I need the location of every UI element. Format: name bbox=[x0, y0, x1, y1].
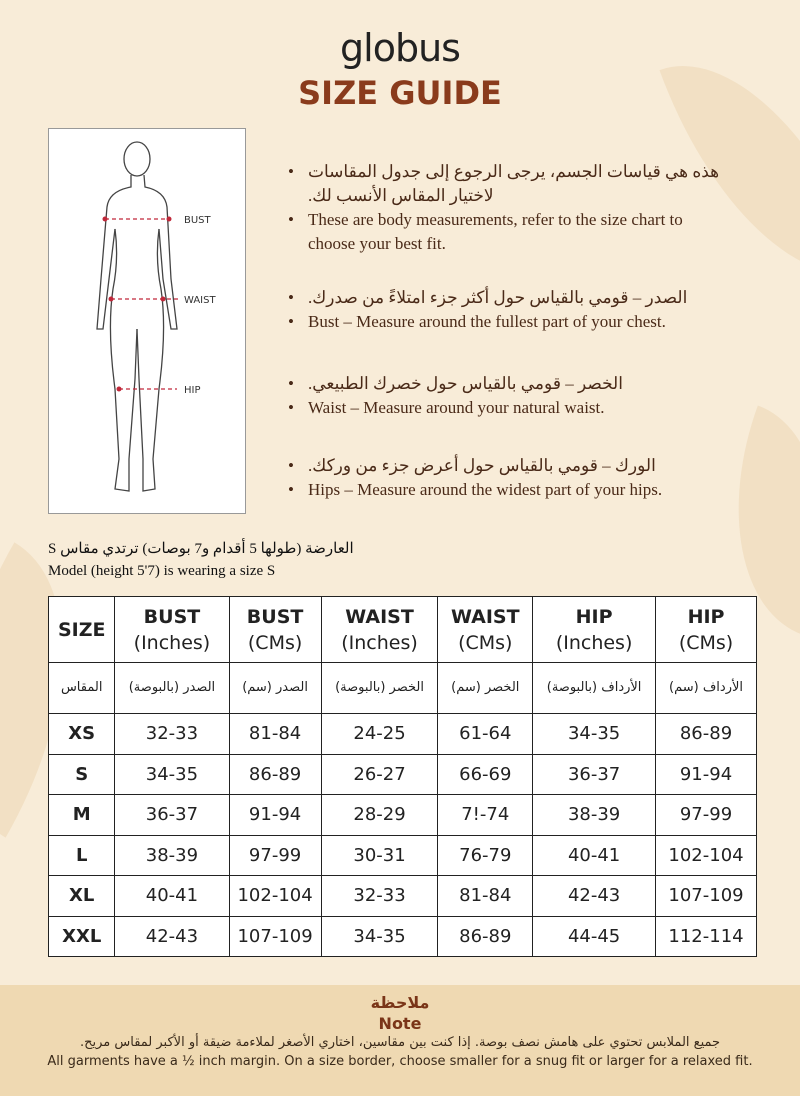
measurement-cell: 30-31 bbox=[321, 835, 438, 876]
column-header-title: BUST bbox=[246, 605, 304, 628]
measurement-cell: 42-43 bbox=[115, 916, 229, 957]
column-header-ar: الصدر (سم) bbox=[229, 663, 321, 714]
bullet-en: • Waist – Measure around your natural waist. bbox=[288, 396, 728, 420]
header-row bbox=[49, 597, 757, 663]
size-cell: XXL bbox=[49, 916, 115, 957]
bullet-ar: • هذه هي قياسات الجسم، يرجى الرجوع إلى جدول المقاسات لاختيار المقاس الأنسب لك. bbox=[288, 160, 728, 208]
model-info bbox=[48, 538, 354, 582]
measurement-cell: 34-35 bbox=[321, 916, 438, 957]
column-header-ar: المقاس bbox=[49, 663, 115, 714]
column-header-ar: الصدر (بالبوصة) bbox=[115, 663, 229, 714]
measurement-cell: 91-94 bbox=[229, 795, 321, 836]
measurement-cell: 61-64 bbox=[438, 714, 533, 755]
measurement-cell: 34-35 bbox=[533, 714, 656, 755]
size-table bbox=[48, 596, 757, 957]
column-header-ar: الخصر (سم) bbox=[438, 663, 533, 714]
measurement-cell: 42-43 bbox=[533, 876, 656, 917]
bullet-en: • These are body measurements, refer to the size chart to choose your best fit. bbox=[288, 208, 728, 256]
bullet-en: • Bust – Measure around the fullest part of your chest. bbox=[288, 310, 728, 334]
bullet-ar: • الصدر – قومي بالقياس حول أكثر جزء امتلاءً من صدرك. bbox=[288, 286, 728, 310]
column-header-ar: الخصر (بالبوصة) bbox=[321, 663, 438, 714]
measurement-cell: 36-37 bbox=[115, 795, 229, 836]
measurement-cell: 36-37 bbox=[533, 754, 656, 795]
measurement-cell: 107-109 bbox=[229, 916, 321, 957]
bullet-ar: • الورك – قومي بالقياس حول أعرض جزء من وركك. bbox=[288, 454, 728, 478]
measurement-cell: 40-41 bbox=[533, 835, 656, 876]
table-row bbox=[49, 754, 757, 795]
measurement-cell: 44-45 bbox=[533, 916, 656, 957]
model-info-en: Model (height 5'7) is wearing a size S bbox=[48, 563, 276, 579]
model-info-ar: العارضة (طولها 5 أقدام و7 بوصات) ترتدي مقاس S bbox=[48, 541, 354, 557]
column-header bbox=[229, 597, 321, 663]
measurement-cell: 38-39 bbox=[533, 795, 656, 836]
table-row bbox=[49, 795, 757, 836]
measurement-cell: 32-33 bbox=[115, 714, 229, 755]
note-text-en: All garments have a ½ inch margin. On a size border, choose smaller for a snug fit or larger for a relaxed fit. bbox=[47, 1054, 753, 1069]
measurement-cell: 86-89 bbox=[229, 754, 321, 795]
measurement-cell: 86-89 bbox=[656, 714, 757, 755]
table-row bbox=[49, 916, 757, 957]
size-cell: S bbox=[49, 754, 115, 795]
column-header-title: WAIST bbox=[345, 605, 414, 628]
column-header-title: SIZE bbox=[57, 618, 106, 641]
column-header-unit: (CMs) bbox=[678, 631, 734, 654]
measurement-cell: 81-84 bbox=[229, 714, 321, 755]
bullet-ar: • الخصر – قومي بالقياس حول خصرك الطبيعي. bbox=[288, 372, 728, 396]
bust-label: BUST bbox=[184, 215, 211, 226]
table-row bbox=[49, 714, 757, 755]
column-header bbox=[49, 597, 115, 663]
measurement-cell: 97-99 bbox=[656, 795, 757, 836]
column-header bbox=[438, 597, 533, 663]
page-title: SIZE GUIDE bbox=[298, 74, 502, 112]
body-figure bbox=[48, 128, 246, 514]
brand-logo: globus bbox=[340, 26, 460, 70]
note-title-en: Note bbox=[378, 1014, 422, 1033]
header-row-ar bbox=[49, 663, 757, 714]
measurement-cell: 26-27 bbox=[321, 754, 438, 795]
note-section bbox=[0, 985, 800, 1096]
column-header-ar: الأرداف (بالبوصة) bbox=[533, 663, 656, 714]
column-header-ar: الأرداف (سم) bbox=[656, 663, 757, 714]
measurement-cell: 32-33 bbox=[321, 876, 438, 917]
column-header bbox=[533, 597, 656, 663]
note-title-ar: ملاحظة bbox=[370, 993, 430, 1012]
column-header-unit: (CMs) bbox=[247, 631, 303, 654]
column-header-title: HIP bbox=[575, 605, 613, 628]
column-header bbox=[321, 597, 438, 663]
body-silhouette-icon bbox=[49, 129, 247, 515]
measurement-cell: 24-25 bbox=[321, 714, 438, 755]
table-row bbox=[49, 835, 757, 876]
size-cell: L bbox=[49, 835, 115, 876]
bullet-en: • Hips – Measure around the widest part of your hips. bbox=[288, 478, 728, 502]
column-header bbox=[115, 597, 229, 663]
hip-label: HIP bbox=[184, 385, 201, 396]
note-text-ar: جميع الملابس تحتوي على هامش نصف بوصة. إذا كنت بين مقاسين، اختاري الأصغر لملاءمة ضيقة أو الأكبر لمقاس مريح. bbox=[79, 1035, 721, 1050]
measurement-cell: 107-109 bbox=[656, 876, 757, 917]
column-header-unit: (Inches) bbox=[133, 631, 211, 654]
measurement-cell: 81-84 bbox=[438, 876, 533, 917]
measurement-cell: 86-89 bbox=[438, 916, 533, 957]
measurement-cell: 7!-74 bbox=[438, 795, 533, 836]
measurement-cell: 76-79 bbox=[438, 835, 533, 876]
measurement-cell: 102-104 bbox=[656, 835, 757, 876]
measurement-cell: 38-39 bbox=[115, 835, 229, 876]
column-header-unit: (Inches) bbox=[341, 631, 418, 654]
column-header bbox=[656, 597, 757, 663]
measurement-cell: 102-104 bbox=[229, 876, 321, 917]
column-header-title: BUST bbox=[143, 605, 201, 628]
table-row bbox=[49, 876, 757, 917]
measurement-cell: 66-69 bbox=[438, 754, 533, 795]
measurement-cell: 40-41 bbox=[115, 876, 229, 917]
size-cell: XS bbox=[49, 714, 115, 755]
column-header-unit: (Inches) bbox=[555, 631, 633, 654]
measurement-cell: 97-99 bbox=[229, 835, 321, 876]
column-header-title: HIP bbox=[687, 605, 725, 628]
measurement-cell: 28-29 bbox=[321, 795, 438, 836]
size-cell: XL bbox=[49, 876, 115, 917]
column-header-title: WAIST bbox=[451, 605, 520, 628]
waist-label: WAIST bbox=[184, 295, 216, 306]
measurement-cell: 91-94 bbox=[656, 754, 757, 795]
measurement-cell: 112-114 bbox=[656, 916, 757, 957]
measurement-cell: 34-35 bbox=[115, 754, 229, 795]
column-header-unit: (CMs) bbox=[458, 631, 513, 654]
size-cell: M bbox=[49, 795, 115, 836]
